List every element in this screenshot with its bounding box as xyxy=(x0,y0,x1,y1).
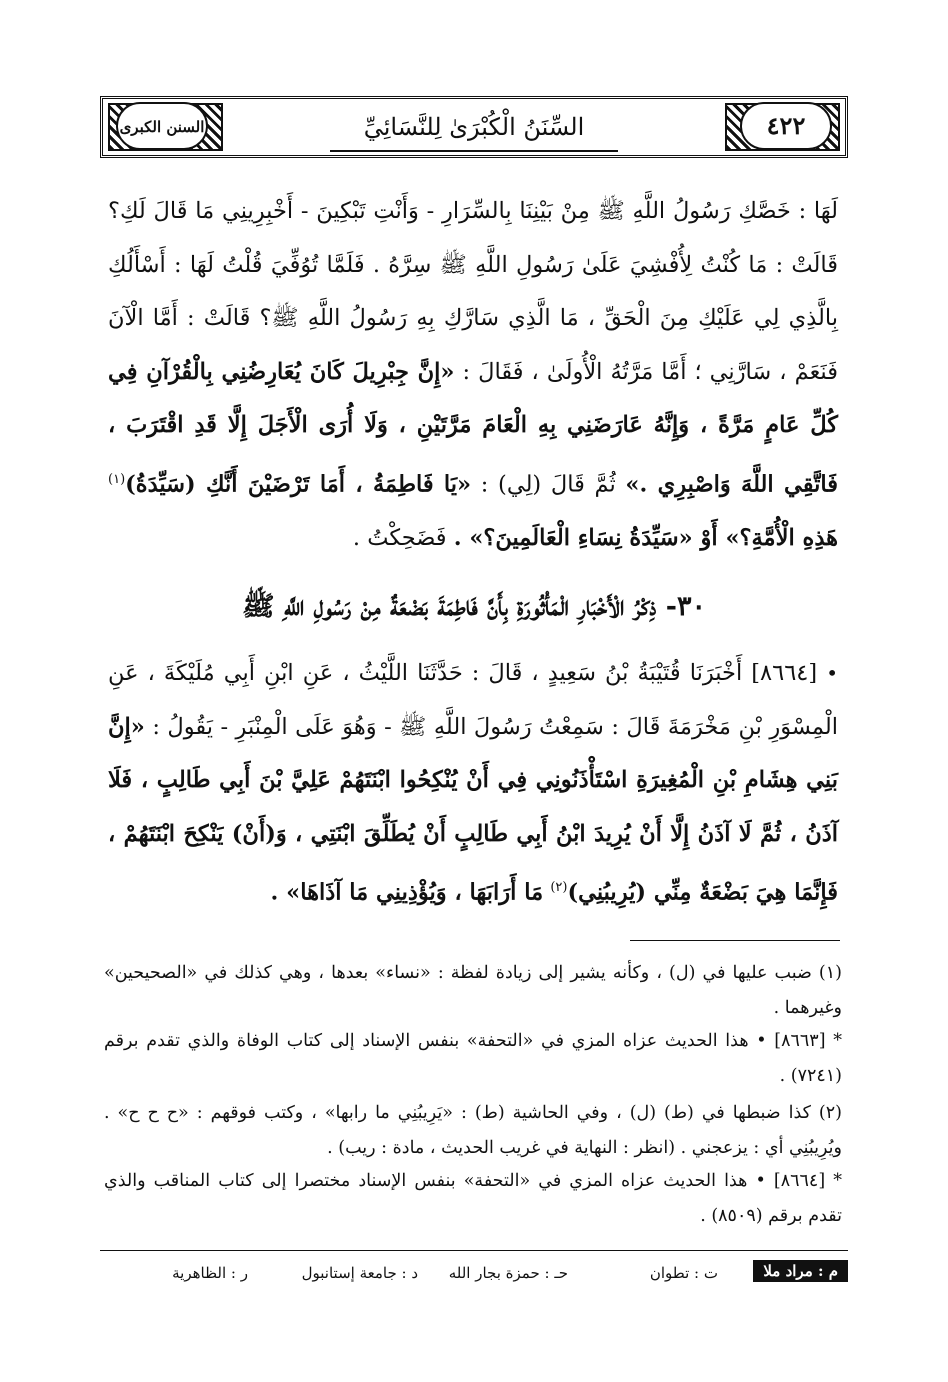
paragraph-2 xyxy=(108,647,838,920)
text: فَضَحِكْتُ . xyxy=(352,524,447,551)
footnote-ref: (١) xyxy=(108,471,126,487)
text: [٨٦٦٤] أَخْبَرَنَا قُتَيْبَةُ بْنُ سَعِيدٍ ، قَالَ : حَدَّثَنَا اللَّيْثُ ، عَنِ ابْنِ أَبِي مُلَيْكَةَ ، عَنِ الْمِسْوَرِ بْنِ مَخْرَمَةَ قَالَ : سَمِعْتُ رَسُولَ اللَّهِ ﷺ - وَهُوَ عَلَى الْمِنْبَرِ - يَقُولُ : xyxy=(108,660,838,740)
manuscript-m: م : مراد ملا xyxy=(753,1260,848,1282)
footer-rule xyxy=(100,1250,848,1251)
text: لَهَا : خَصَّكِ رَسُولُ اللَّهِ ﷺ مِنْ بَيْنِنَا بِالسِّرَارِ - وَأَنْتِ تَبْكِينَ - أَخْبِرِينِي مَا قَالَ لَكِ؟ قَالَتْ : مَا كُنْتُ لِأُفْشِيَ عَلَىٰ رَسُولِ اللَّهِ ﷺ سِرَّهُ . فَلَمَّا تُوُفِّيَ قُلْتُ لَهَا : أَسْأَلُكِ بِالَّذِي لِي عَلَيْكِ مِنَ الْحَقِّ ، مَا الَّذِي سَارَّكِ بِهِ رَسُولُ اللَّهِ ﷺ؟ قَالَتْ : أَمَّا الْآنَ فَنَعَمْ ، سَارَّنِي ؛ أَمَّا مَرَّتُهُ الْأُولَىٰ ، فَقَالَ : xyxy=(108,198,838,385)
hadith-text: «إِنَّ بَنِي هِشَامِ بْنِ الْمُغِيرَةِ اسْتَأْذَنُونِي فِي أَنْ يُنْكِحُوا ابْنَتَهُمْ عَلِيَّ بْنَ أَبِي طَالِبٍ ، فَلَا آذَنُ ، ثُمَّ لَا آذَنُ إِلَّا أَنْ يُرِيدَ ابْنُ أَبِي طَالِبٍ أَنْ يُطَلِّقَ ابْنَتِي ، وَ(أَنْ) يَنْكِحَ ابْنَتَهُمْ ، فَإِنَّمَا هِيَ بَضْعَةٌ مِنِّي (يُرِيبُنِي) xyxy=(108,713,838,906)
manuscript-key xyxy=(100,1260,848,1292)
hadith-text: «إِنَّ جِبْرِيلَ كَانَ يُعَارِضُنِي بِالْقُرْآنِ فِي كُلِّ عَامٍ مَرَّةً ، وَإِنَّهُ عَارَضَنِي بِهِ الْعَامَ مَرَّتَيْنِ ، وَلَا أُرَى الْأَجَلَ إِلَّا قَدِ اقْتَرَبَ ، فَاتَّقِي اللَّهَ وَاصْبِرِي .» xyxy=(108,358,839,497)
footnote-1: (١) ضبب عليها في (ل) ، وكأنه يشير إلى زيادة لفظة : «نساء» بعدها ، وهي كذلك في «الصحيحين» وغيرهما . xyxy=(104,963,842,1018)
footnote-rule xyxy=(630,940,840,941)
paragraph-1 xyxy=(108,185,838,565)
hadith-text: مَا أَرَابَهَا ، وَيُؤْذِينِي مَا آذَاهَا» . xyxy=(270,879,544,906)
hadith-text: هَذِهِ الْأُمَّةِ؟» أَوْ «سَيِّدَةُ نِسَاءِ الْعَالَمِينَ؟» . xyxy=(453,524,838,551)
section-title: ٣٠- ذِكْرُ الْأَخْبَارِ الْمَأْثُورَةِ بِأَنَّ فَاطِمَةَ بَضْعَةٌ مِنْ رَسُولِ اللَّهِ ﷺ xyxy=(242,591,706,622)
footnote-3: (٢) كذا ضبطها في (ط) (ل) ، وفي الحاشية (ط) : «يَرِيبُنِي ما رابها» ، وكتب فوقهم : «ح ح ح» . ويُرِيبُنِي أي : يزعجني . (انظر : النهاية في غريب الحديث ، مادة : ريب) . xyxy=(104,1103,842,1158)
footnote-2: * [٨٦٦٣] • هذا الحديث عزاه المزي في «التحفة» بنفس الإسناد إلى كتاب الوفاة والذي تقدم برقم (٧٢٤١) . xyxy=(104,1031,842,1086)
manuscript-r: ر : الظاهرية xyxy=(172,1264,248,1282)
book-logo: السنن الكبرى xyxy=(116,102,208,150)
footnote-4: * [٨٦٦٤] • هذا الحديث عزاه المزي في «التحفة» بنفس الإسناد مختصرا إلى كتاب المناقب والذي تقدم برقم (٨٥٠٩) . xyxy=(104,1171,842,1226)
page-number: ٤٢٢ xyxy=(740,102,832,150)
hadith-text: «يَا فَاطِمَةُ ، أَمَا تَرْضَيْنَ أَنَّكِ (سَيِّدَةُ) xyxy=(125,471,472,497)
text: ثُمَّ قَالَ (لِي) : xyxy=(480,471,616,497)
bullet-icon: • xyxy=(826,661,838,685)
footnote-ref: (٢) xyxy=(550,880,568,895)
manuscript-t: ت : تطوان xyxy=(649,1264,718,1282)
running-title: السِّنَنُ الْكُبْرَىٰ لِلنَّسَائِيِّ xyxy=(330,104,618,152)
page-header xyxy=(100,96,848,158)
manuscript-d: د : جامعة إستانبول xyxy=(301,1264,418,1282)
manuscript-h: حـ : حمزة بجار الله xyxy=(448,1264,568,1282)
